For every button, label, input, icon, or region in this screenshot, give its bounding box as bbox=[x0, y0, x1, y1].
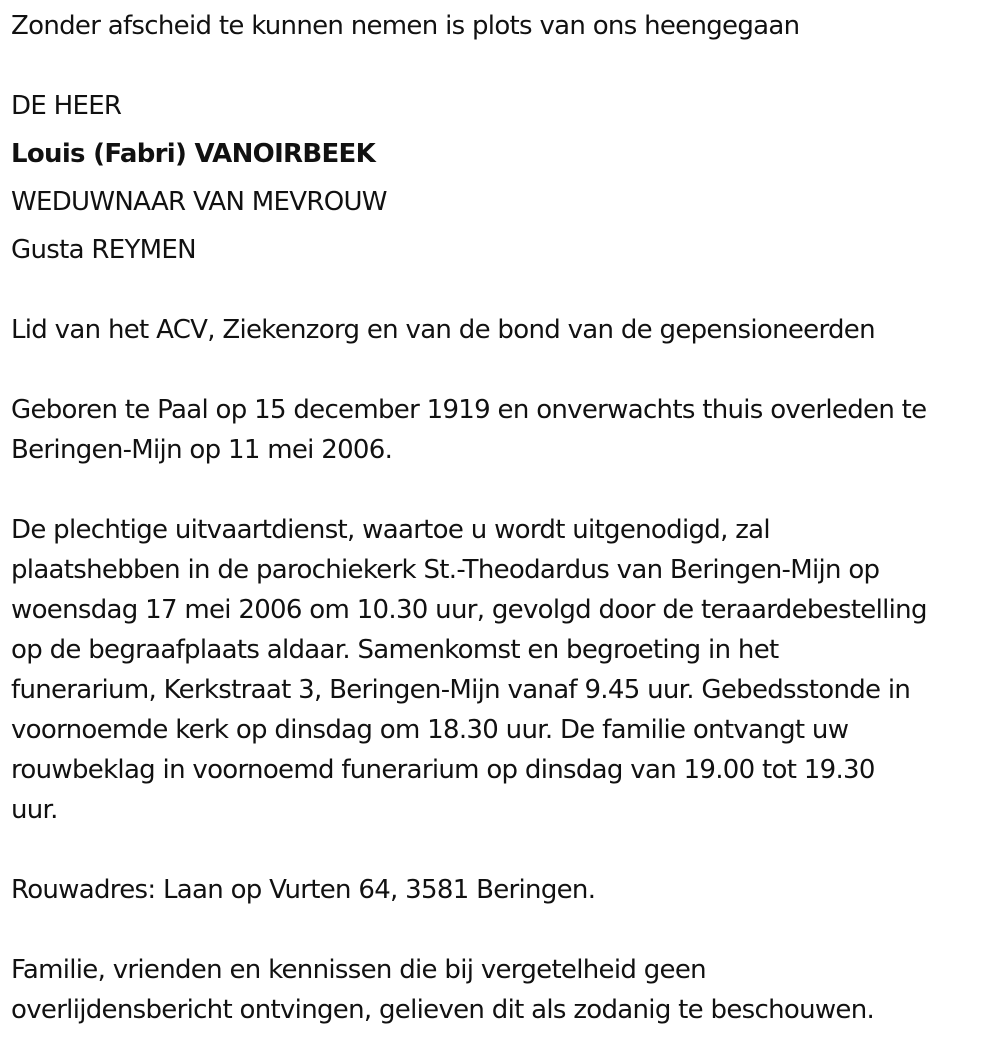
birth-death-line-1: Geboren te Paal op 15 december 1919 en onverwachts thuis overleden te bbox=[11, 395, 927, 425]
service-line-4: op de begraafplaats aldaar. Samenkomst en begroeting in het bbox=[11, 635, 779, 665]
service-line-8: uur. bbox=[11, 795, 58, 825]
service-line-2: plaatshebben in de parochiekerk St.-Theodardus van Beringen-Mijn op bbox=[11, 555, 880, 585]
mourning-address: Rouwadres: Laan op Vurten 64, 3581 Beringen. bbox=[11, 875, 596, 905]
relation-line: WEDUWNAAR VAN MEVROUW bbox=[11, 187, 387, 217]
closing-line-1: Familie, vrienden en kennissen die bij vergetelheid geen bbox=[11, 955, 706, 985]
honorific: DE HEER bbox=[11, 91, 122, 121]
intro-line: Zonder afscheid te kunnen nemen is plots van ons heengegaan bbox=[11, 11, 800, 41]
spouse-name: Gusta REYMEN bbox=[11, 235, 196, 265]
service-line-1: De plechtige uitvaartdienst, waartoe u wordt uitgenodigd, zal bbox=[11, 515, 770, 545]
service-line-5: funerarium, Kerkstraat 3, Beringen-Mijn vanaf 9.45 uur. Gebedsstonde in bbox=[11, 675, 911, 705]
service-line-7: rouwbeklag in voornoemd funerarium op dinsdag van 19.00 tot 19.30 bbox=[11, 755, 875, 785]
service-line-3: woensdag 17 mei 2006 om 10.30 uur, gevolgd door de teraardebestelling bbox=[11, 595, 927, 625]
deceased-name: Louis (Fabri) VANOIRBEEK bbox=[11, 139, 376, 169]
closing-line-2: overlijdensbericht ontvingen, gelieven dit als zodanig te beschouwen. bbox=[11, 995, 875, 1025]
membership-line: Lid van het ACV, Ziekenzorg en van de bond van de gepensioneerden bbox=[11, 315, 875, 345]
service-line-6: voornoemde kerk op dinsdag om 18.30 uur. De familie ontvangt uw bbox=[11, 715, 849, 745]
birth-death-line-2: Beringen-Mijn op 11 mei 2006. bbox=[11, 435, 393, 465]
